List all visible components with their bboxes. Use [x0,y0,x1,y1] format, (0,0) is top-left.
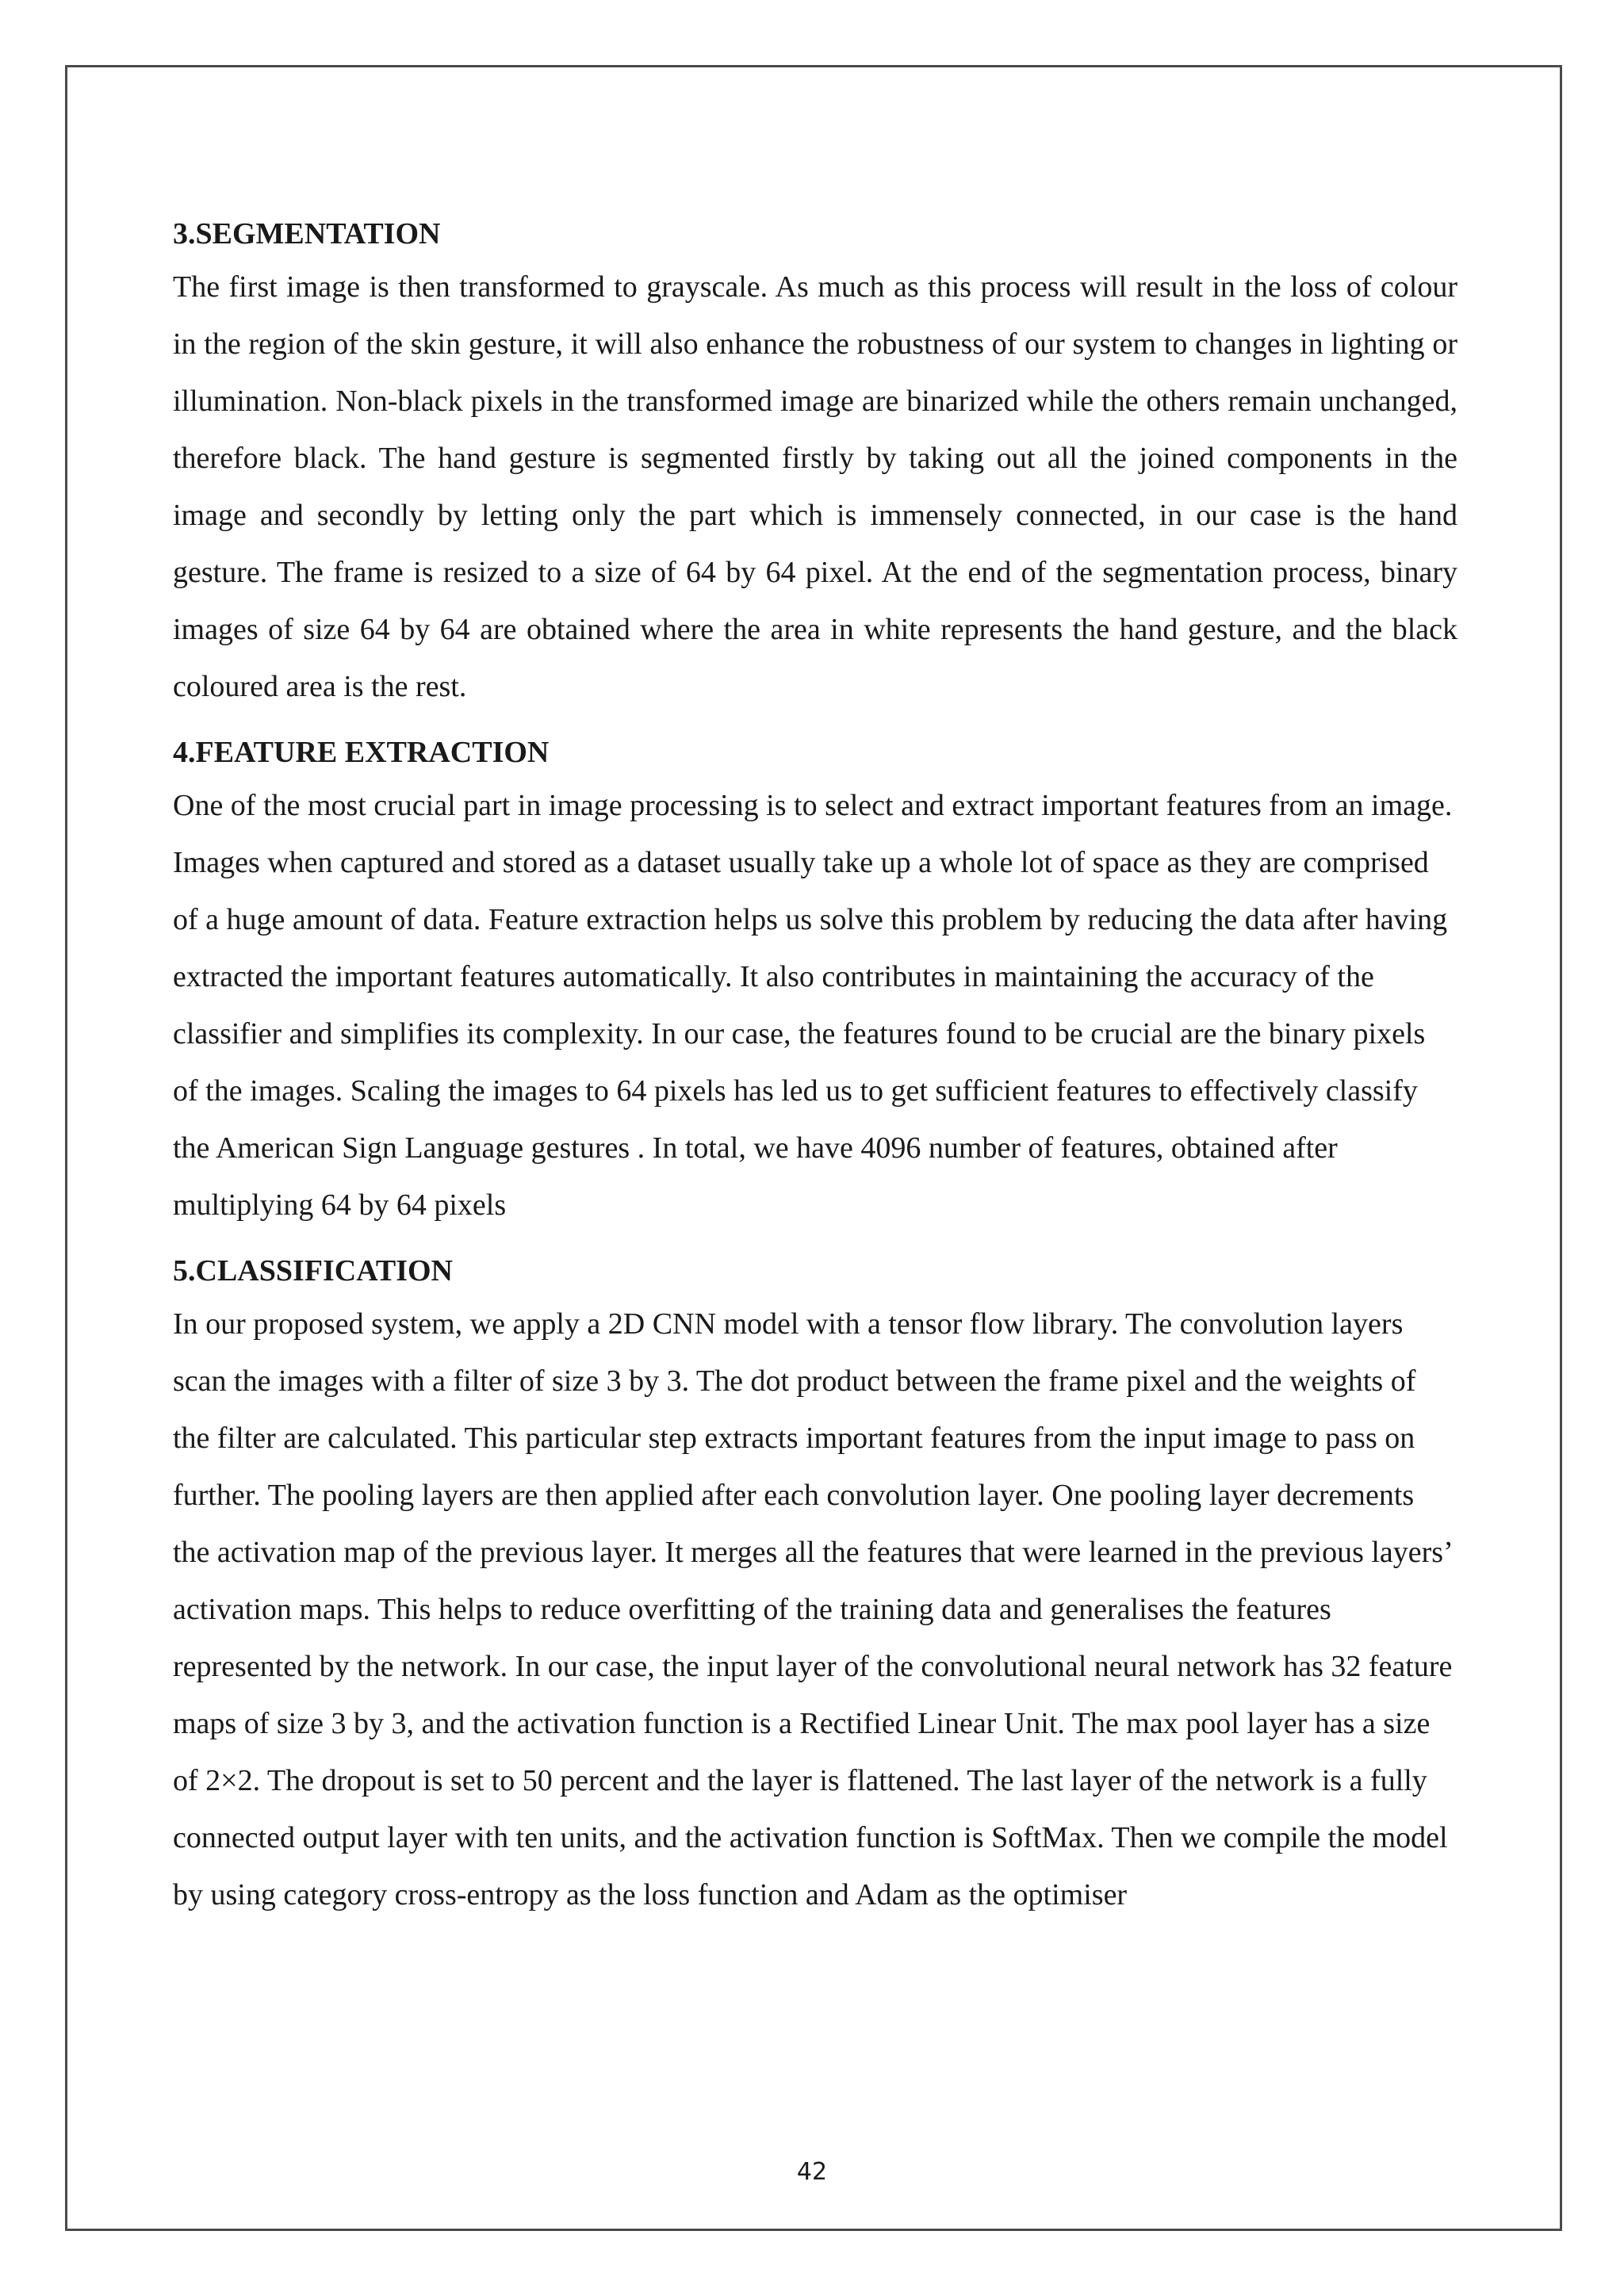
section-feature-extraction [173,728,1457,1234]
section-paragraph: The first image is then transformed to grayscale. As much as this process will result in the loss of colour in the region of the skin gesture, it will also enhance the robustness of our system to changes in lighting or illumination. Non-black pixels in the transformed image are binarized while the others remain unchanged, therefore black. The hand gesture is segmented firstly by taking out all the joined components in the image and secondly by letting only the part which is immensely connected, in our case is the hand gesture. The frame is resized to a size of 64 by 64 pixel. At the end of the segmentation process, binary images of size 64 by 64 are obtained where the area in white represents the hand gesture, and the black coloured area is the rest. [173,270,1457,703]
section-heading: 5.CLASSIFICATION [173,1254,453,1288]
section-paragraph: In our proposed system, we apply a 2D CNN model with a tensor flow library. The convolution layers scan the images with a filter of size 3 by 3. The dot product between the frame pixel and the weights of the filter are calculated. This particular step extracts important features from the input image to pass on further. The pooling layers are then applied after each convolution layer. One pooling layer decrements the activation map of the previous layer. It merges all the features that were learned in the previous layers’ activation maps. This helps to reduce overfitting of the training data and generalises the features represented by the network. In our case, the input layer of the convolutional neural network has 32 feature maps of size 3 by 3, and the activation function is a Rectified Linear Unit. The max pool layer has a size of 2×2. The dropout is set to 50 percent and the layer is flattened. The last layer of the network is a fully connected output layer with ten units, and the activation function is SoftMax. Then we compile the model by using category cross-entropy as the loss function and Adam as the optimiser [173,1307,1453,1911]
section-classification [173,1246,1457,1923]
section-segmentation [173,209,1457,715]
section-heading: 4.FEATURE EXTRACTION [173,736,550,769]
section-heading: 3.SEGMENTATION [173,217,441,251]
page-number: 42 [796,2158,828,2186]
section-paragraph: One of the most crucial part in image processing is to select and extract important features from an image. Images when captured and stored as a dataset usually take up a whole lot of space as they are comprised of a huge amount of data. Feature extraction helps us solve this problem by reducing the data after having extracted the important features automatically. It also contributes in maintaining the accuracy of the classifier and simplifies its complexity. In our case, the features found to be crucial are the binary pixels of the images. Scaling the images to 64 pixels has led us to get sufficient features to effectively classify the American Sign Language gestures . In total, we have 4096 number of features, obtained after multiplying 64 by 64 pixels [173,789,1453,1222]
document-content [173,209,1457,1936]
